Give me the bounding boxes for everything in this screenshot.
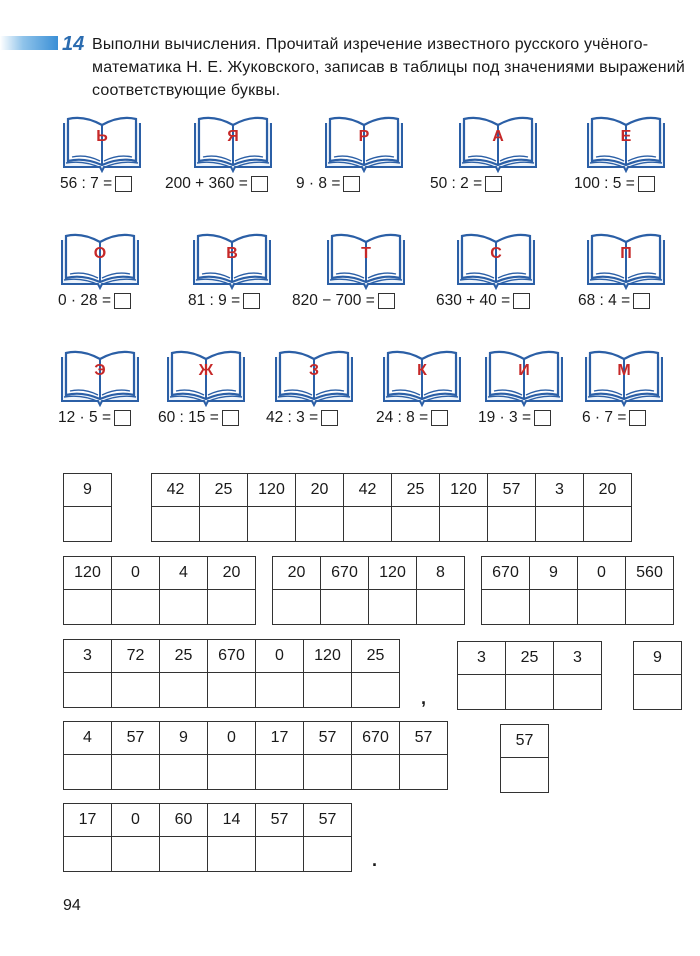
math-expression (188, 291, 260, 311)
book-letter: И (518, 362, 530, 379)
letter-row (64, 590, 256, 625)
answer-box[interactable] (638, 176, 655, 192)
letter-row (501, 758, 549, 793)
value-cell: 25 (352, 640, 400, 673)
value-cell: 57 (112, 722, 160, 755)
value-cell: 9 (634, 642, 682, 675)
expression-text: 630 + 40 = (436, 292, 511, 309)
answer-box[interactable] (485, 176, 502, 192)
value-cell: 4 (160, 557, 208, 590)
value-row (152, 474, 632, 507)
value-cell: 3 (536, 474, 584, 507)
letter-input-cell[interactable] (400, 755, 448, 790)
book-letter: Е (620, 128, 632, 145)
letter-input-cell[interactable] (584, 507, 632, 542)
letter-input-cell[interactable] (64, 590, 112, 625)
letter-book-4 (574, 113, 694, 193)
letter-input-cell[interactable] (554, 675, 602, 710)
answer-box[interactable] (633, 293, 650, 309)
answer-box[interactable] (114, 293, 131, 309)
letter-input-cell[interactable] (344, 507, 392, 542)
answer-table-3 (272, 556, 465, 625)
answer-box[interactable] (513, 293, 530, 309)
letter-input-cell[interactable] (626, 590, 674, 625)
math-expression (478, 408, 551, 428)
answer-box[interactable] (378, 293, 395, 309)
letter-input-cell[interactable] (352, 755, 400, 790)
value-cell: 120 (369, 557, 417, 590)
value-cell: 17 (64, 804, 112, 837)
letter-book-11 (158, 347, 278, 427)
value-cell: 42 (152, 474, 200, 507)
letter-input-cell[interactable] (256, 755, 304, 790)
math-expression (296, 174, 360, 194)
task-instructions: Выполни вычисления. Прочитай изречение известного русского учёного-математика Н. Е. Жуковского, записав в таблицы под значениями выражений соответствующие буквы. (92, 36, 686, 99)
math-expression (165, 174, 268, 194)
answer-table-9 (500, 724, 549, 793)
value-cell: 57 (488, 474, 536, 507)
answer-box[interactable] (343, 176, 360, 192)
value-cell: 20 (584, 474, 632, 507)
value-cell: 8 (417, 557, 465, 590)
math-expression (158, 408, 239, 428)
task-marker-bar (0, 36, 58, 50)
value-row (64, 804, 352, 837)
letter-input-cell[interactable] (304, 755, 352, 790)
answer-table-2 (63, 556, 256, 625)
value-cell: 670 (482, 557, 530, 590)
letter-input-cell[interactable] (208, 590, 256, 625)
letter-input-cell[interactable] (506, 675, 554, 710)
expression-text: 81 : 9 = (188, 292, 241, 309)
letter-input-cell[interactable] (369, 590, 417, 625)
math-expression (574, 174, 655, 194)
letter-input-cell[interactable] (152, 507, 200, 542)
letter-input-cell[interactable] (200, 507, 248, 542)
letter-input-cell[interactable] (112, 755, 160, 790)
value-cell: 9 (530, 557, 578, 590)
letter-input-cell[interactable] (482, 590, 530, 625)
answer-box[interactable] (431, 410, 448, 426)
expression-text: 12 · 5 = (58, 409, 111, 426)
value-row (64, 474, 112, 507)
letter-input-cell[interactable] (256, 673, 304, 708)
value-cell: 0 (256, 640, 304, 673)
answer-table-1 (151, 473, 632, 542)
book-letter: Ь (96, 128, 108, 145)
letter-input-cell[interactable] (160, 673, 208, 708)
value-cell: 25 (200, 474, 248, 507)
letter-input-cell[interactable] (208, 755, 256, 790)
letter-input-cell[interactable] (530, 590, 578, 625)
value-cell: 9 (64, 474, 112, 507)
letter-input-cell[interactable] (112, 590, 160, 625)
value-cell: 72 (112, 640, 160, 673)
value-cell: 25 (392, 474, 440, 507)
answer-box[interactable] (321, 410, 338, 426)
value-row (458, 642, 602, 675)
task-number: 14 (62, 33, 85, 55)
book-letter: В (226, 245, 238, 262)
math-expression (376, 408, 448, 428)
letter-input-cell[interactable] (248, 507, 296, 542)
letter-book-2 (296, 113, 416, 193)
value-cell: 120 (64, 557, 112, 590)
letter-book-12 (266, 347, 386, 427)
value-cell: 25 (506, 642, 554, 675)
answer-table-10 (63, 803, 352, 872)
letter-row (273, 590, 465, 625)
book-letter: С (490, 245, 502, 262)
answer-table-4 (481, 556, 674, 625)
value-cell: 60 (160, 804, 208, 837)
value-cell: 57 (256, 804, 304, 837)
answer-table-7 (633, 641, 682, 710)
letter-input-cell[interactable] (208, 837, 256, 872)
answer-box[interactable] (534, 410, 551, 426)
value-cell: 9 (160, 722, 208, 755)
value-row (64, 722, 448, 755)
math-expression (292, 291, 395, 311)
math-expression (578, 291, 650, 311)
value-cell: 57 (400, 722, 448, 755)
expression-text: 42 : 3 = (266, 409, 319, 426)
answer-box[interactable] (243, 293, 260, 309)
letter-input-cell[interactable] (160, 590, 208, 625)
value-cell: 120 (304, 640, 352, 673)
letter-input-cell[interactable] (634, 675, 682, 710)
answer-box[interactable] (115, 176, 132, 192)
letter-input-cell[interactable] (160, 755, 208, 790)
value-cell: 0 (112, 557, 160, 590)
letter-book-0 (60, 113, 180, 193)
value-cell: 120 (248, 474, 296, 507)
book-letter: Р (358, 128, 370, 145)
book-letter: Э (94, 362, 106, 379)
book-letter: А (492, 128, 504, 145)
letter-book-3 (430, 113, 550, 193)
value-row (273, 557, 465, 590)
letter-row (64, 507, 112, 542)
letter-input-cell[interactable] (578, 590, 626, 625)
value-cell: 17 (256, 722, 304, 755)
letter-input-cell[interactable] (208, 673, 256, 708)
value-cell: 3 (64, 640, 112, 673)
expression-text: 68 : 4 = (578, 292, 631, 309)
value-cell: 0 (578, 557, 626, 590)
book-letter: П (620, 245, 632, 262)
value-row (501, 725, 549, 758)
value-row (634, 642, 682, 675)
value-cell: 0 (112, 804, 160, 837)
book-letter: М (617, 362, 631, 379)
value-cell: 20 (208, 557, 256, 590)
letter-book-5 (58, 230, 178, 310)
letter-row (152, 507, 632, 542)
expression-text: 24 : 8 = (376, 409, 429, 426)
math-expression (58, 408, 131, 428)
letter-row (458, 675, 602, 710)
answer-box[interactable] (629, 410, 646, 426)
letter-input-cell[interactable] (488, 507, 536, 542)
value-cell: 57 (501, 725, 549, 758)
letter-input-cell[interactable] (304, 673, 352, 708)
math-expression (60, 174, 132, 194)
letter-row (634, 675, 682, 710)
answer-table-5 (63, 639, 400, 708)
value-row (64, 557, 256, 590)
value-cell: 0 (208, 722, 256, 755)
book-letter: Ж (198, 362, 214, 379)
comma-mark: , (421, 688, 427, 708)
letter-input-cell[interactable] (321, 590, 369, 625)
book-letter: З (308, 362, 320, 379)
book-letter: Т (361, 245, 371, 262)
value-cell: 20 (273, 557, 321, 590)
letter-input-cell[interactable] (112, 837, 160, 872)
expression-text: 820 − 700 = (292, 292, 375, 309)
letter-book-6 (188, 230, 308, 310)
value-cell: 120 (440, 474, 488, 507)
value-cell: 670 (208, 640, 256, 673)
letter-input-cell[interactable] (64, 507, 112, 542)
letter-input-cell[interactable] (160, 837, 208, 872)
letter-input-cell[interactable] (536, 507, 584, 542)
value-cell: 4 (64, 722, 112, 755)
letter-input-cell[interactable] (273, 590, 321, 625)
letter-book-8 (436, 230, 556, 310)
value-cell: 670 (321, 557, 369, 590)
value-cell: 3 (458, 642, 506, 675)
letter-input-cell[interactable] (64, 755, 112, 790)
value-cell: 14 (208, 804, 256, 837)
book-letter: Я (227, 128, 239, 145)
letter-book-1 (165, 113, 285, 193)
value-cell: 670 (352, 722, 400, 755)
math-expression (436, 291, 530, 311)
letter-input-cell[interactable] (64, 837, 112, 872)
letter-book-9 (578, 230, 698, 310)
value-cell: 560 (626, 557, 674, 590)
answer-box[interactable] (251, 176, 268, 192)
letter-input-cell[interactable] (458, 675, 506, 710)
expression-text: 6 · 7 = (582, 409, 627, 426)
value-cell: 57 (304, 804, 352, 837)
letter-row (64, 837, 352, 872)
value-cell: 25 (160, 640, 208, 673)
expression-text: 60 : 15 = (158, 409, 219, 426)
period-mark: . (372, 850, 378, 870)
expression-text: 50 : 2 = (430, 175, 483, 192)
letter-row (482, 590, 674, 625)
letter-input-cell[interactable] (440, 507, 488, 542)
expression-text: 100 : 5 = (574, 175, 635, 192)
letter-input-cell[interactable] (417, 590, 465, 625)
letter-input-cell[interactable] (256, 837, 304, 872)
math-expression (266, 408, 338, 428)
letter-input-cell[interactable] (352, 673, 400, 708)
letter-book-7 (292, 230, 412, 310)
value-cell: 42 (344, 474, 392, 507)
letter-input-cell[interactable] (112, 673, 160, 708)
value-cell: 3 (554, 642, 602, 675)
letter-row (64, 673, 400, 708)
value-cell: 20 (296, 474, 344, 507)
value-row (64, 640, 400, 673)
letter-book-15 (582, 347, 700, 427)
expression-text: 9 · 8 = (296, 175, 341, 192)
letter-input-cell[interactable] (296, 507, 344, 542)
letter-input-cell[interactable] (392, 507, 440, 542)
math-expression (430, 174, 502, 194)
page-number: 94 (63, 897, 81, 914)
value-cell: 57 (304, 722, 352, 755)
letter-input-cell[interactable] (501, 758, 549, 793)
math-expression (58, 291, 131, 311)
letter-input-cell[interactable] (64, 673, 112, 708)
expression-text: 200 + 360 = (165, 175, 248, 192)
expression-text: 0 · 28 = (58, 292, 111, 309)
value-row (482, 557, 674, 590)
answer-box[interactable] (114, 410, 131, 426)
math-expression (582, 408, 646, 428)
answer-box[interactable] (222, 410, 239, 426)
expression-text: 56 : 7 = (60, 175, 113, 192)
answer-table-6 (457, 641, 602, 710)
letter-row (64, 755, 448, 790)
book-letter: К (417, 362, 427, 379)
letter-input-cell[interactable] (304, 837, 352, 872)
answer-table-0 (63, 473, 112, 542)
book-letter: О (93, 245, 107, 262)
answer-table-8 (63, 721, 448, 790)
expression-text: 19 · 3 = (478, 409, 531, 426)
letter-book-14 (478, 347, 598, 427)
